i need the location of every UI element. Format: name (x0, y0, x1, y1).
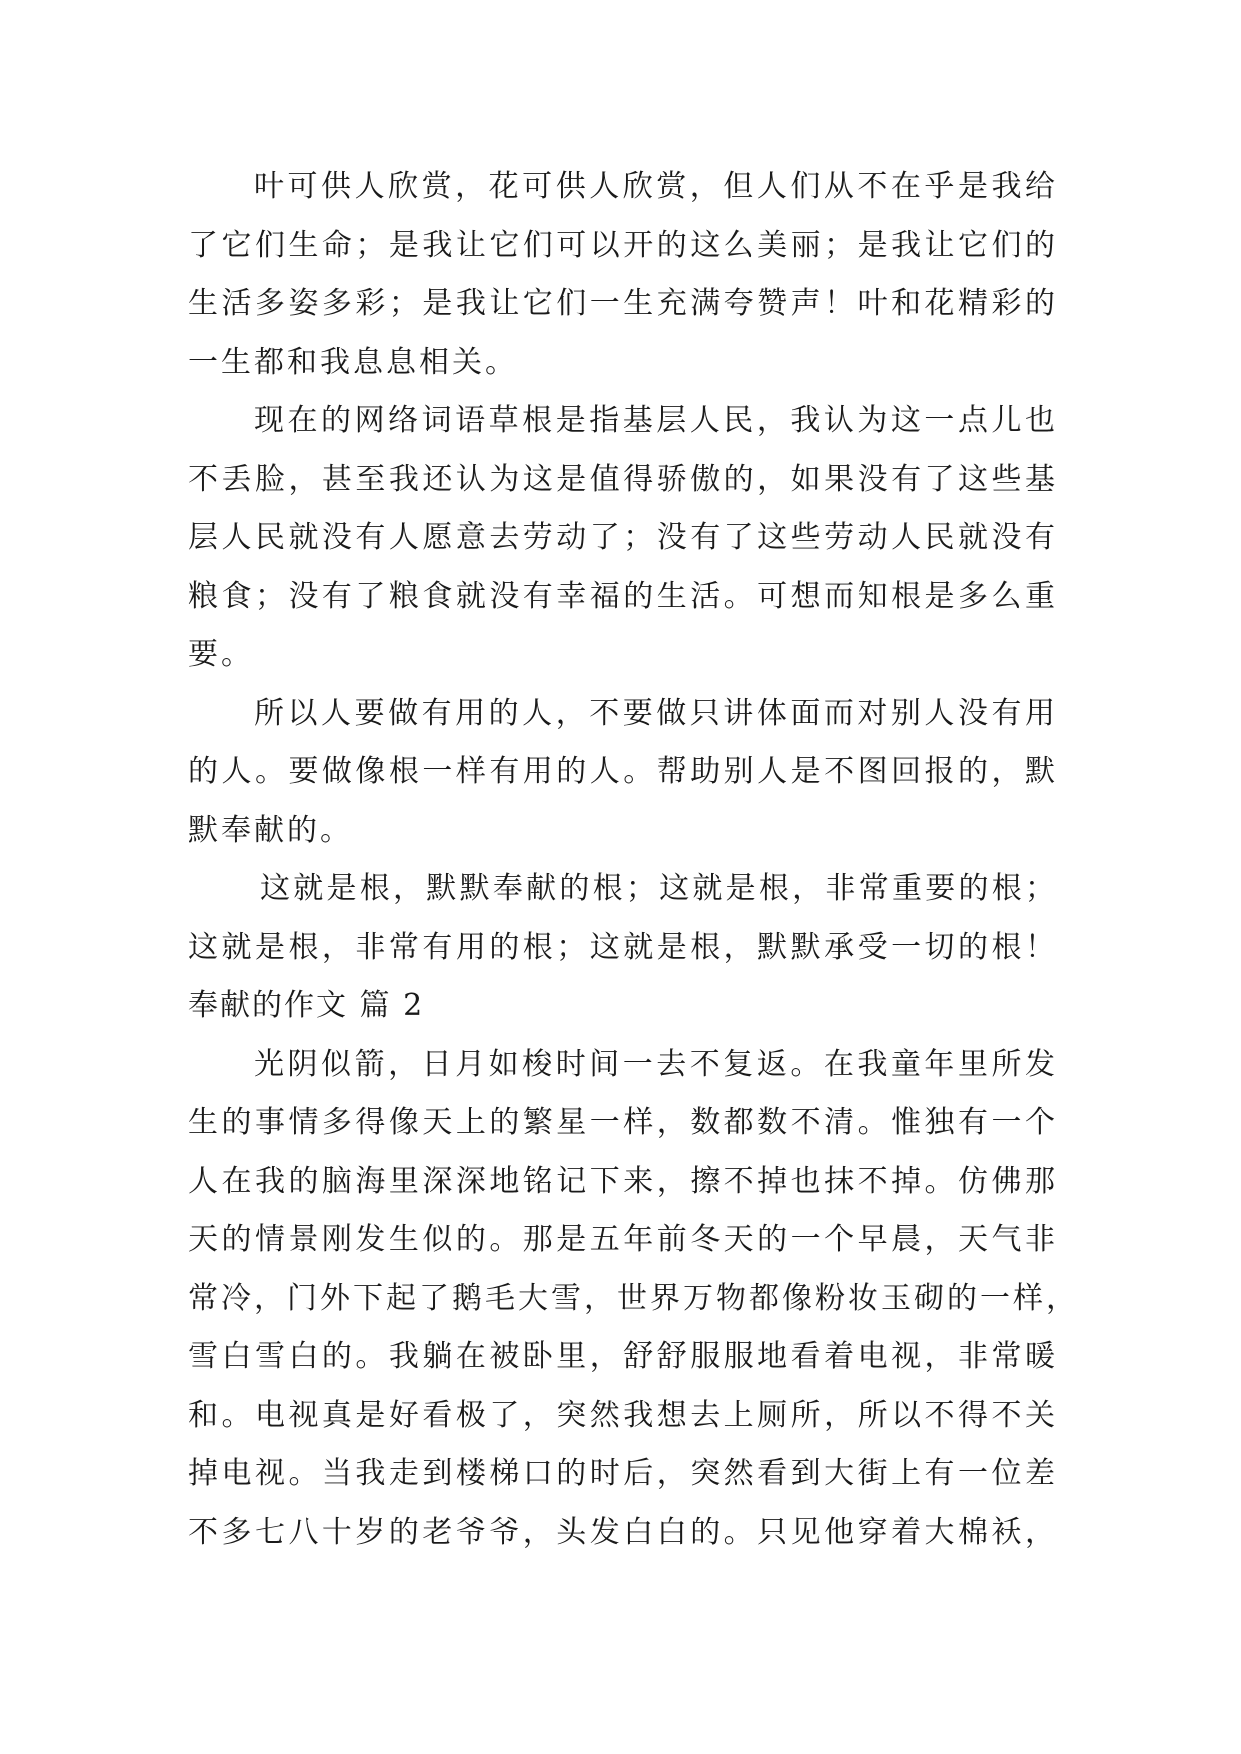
paragraph-line: 雪白雪白的。我躺在被卧里，舒舒服服地看着电视，非常暖 (188, 1339, 1058, 1374)
paragraph-line: 这就是根，默默奉献的根；这就是根，非常重要的根； (260, 871, 1058, 906)
paragraph-line: 不丢脸，甚至我还认为这是值得骄傲的，如果没有了这些基 (188, 461, 1058, 497)
paragraph-line: 掉电视。当我走到楼梯口的时后，突然看到大街上有一位差 (188, 1456, 1058, 1491)
paragraph-line: 现在的网络词语草根是指基层人民，我认为这一点儿也 (254, 403, 1058, 438)
paragraph-line: 不多七八十岁的老爷爷，头发白白的。只见他穿着大棉袄， (188, 1514, 1058, 1550)
paragraph-line: 这就是根，非常有用的根；这就是根，默默承受一切的根！ (188, 929, 1058, 965)
paragraph-line: 一生都和我息息相关。 (188, 344, 518, 380)
paragraph-line: 默奉献的。 (188, 812, 353, 848)
paragraph-line: 的人。要做像根一样有用的人。帮助别人是不图回报的，默 (188, 754, 1058, 789)
paragraph-line: 常冷，门外下起了鹅毛大雪，世界万物都像粉妆玉砌的一样， (188, 1280, 1079, 1316)
paragraph-line: 了它们生命；是我让它们可以开的这么美丽；是我让它们的 (188, 227, 1058, 263)
paragraph-line: 人在我的脑海里深深地铭记下来，擦不掉也抹不掉。仿佛那 (188, 1163, 1058, 1199)
paragraph-line: 光阴似箭，日月如梭时间一去不复返。在我童年里所发 (254, 1046, 1058, 1082)
paragraph-line: 天的情景刚发生似的。那是五年前冬天的一个早晨，天气非 (188, 1222, 1058, 1257)
paragraph-line: 层人民就没有人愿意去劳动了；没有了这些劳动人民就没有 (188, 520, 1058, 555)
paragraph-line: 和。电视真是好看极了，突然我想去上厕所，所以不得不关 (188, 1397, 1058, 1433)
paragraph-line: 要。 (188, 637, 254, 672)
paragraph-line: 生活多姿多彩；是我让它们一生充满夸赞声！叶和花精彩的 (188, 286, 1058, 321)
paragraph-line: 叶可供人欣赏，花可供人欣赏，但人们从不在乎是我给 (254, 169, 1058, 204)
section-heading: 奉献的作文 篇 2 (188, 988, 425, 1023)
paragraph-line: 生的事情多得像天上的繁星一样，数都数不清。惟独有一个 (188, 1105, 1058, 1140)
paragraph-line: 粮食；没有了粮食就没有幸福的生活。可想而知根是多么重 (188, 578, 1058, 614)
paragraph-line: 所以人要做有用的人，不要做只讲体面而对别人没有用 (254, 695, 1058, 731)
essay-body (188, 158, 1079, 1562)
